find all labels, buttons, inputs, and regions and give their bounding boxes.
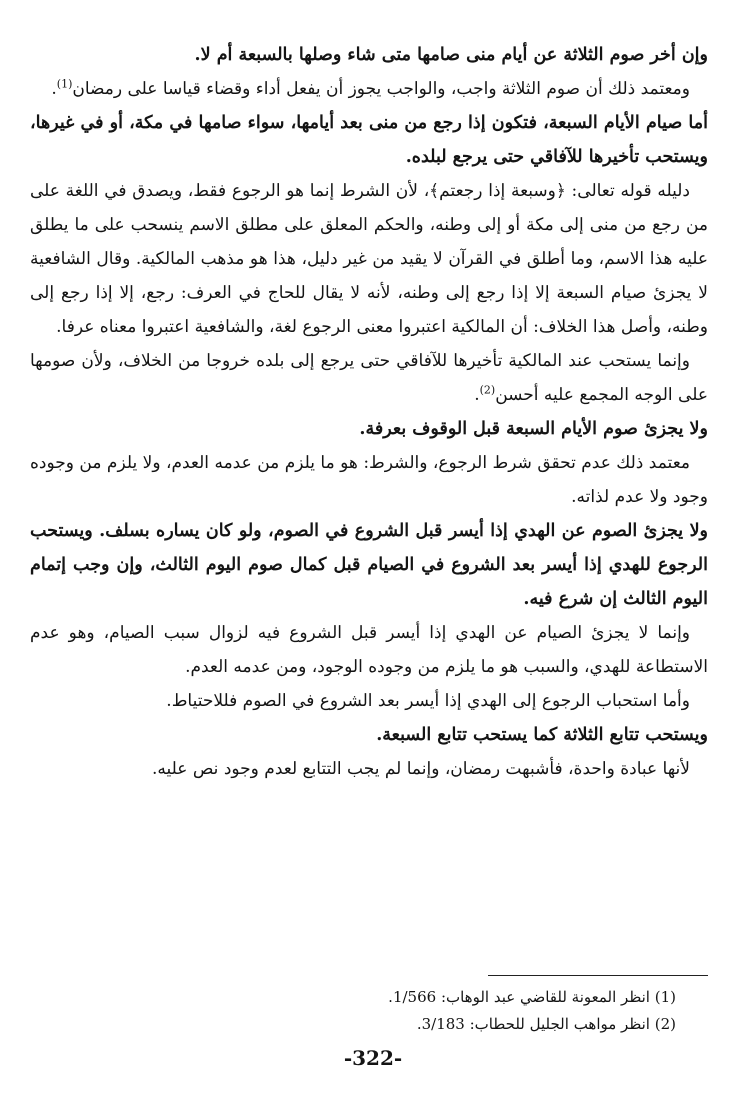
- paragraph-3: أما صيام الأيام السبعة، فتكون إذا رجع من منى بعد أيامها، سواء صامها في مكة، أو في غيرها، ويستحب تأخيرها للآفاقي حتى يرجع لبلده.: [30, 113, 708, 167]
- paragraph-12: لأنها عبادة واحدة، فأشبهت رمضان، وإنما لم يجب التتابع لعدم وجود نص عليه.: [152, 759, 690, 779]
- page-body: [30, 38, 708, 786]
- paragraph-6: ولا يجزئ صوم الأيام السبعة قبل الوقوف بعرفة.: [359, 419, 708, 439]
- paragraph-2: ومعتمد ذلك أن صوم الثلاثة واجب، والواجب يجوز أن يفعل أداء وقضاء قياسا على رمضان$^{(1)}$.: [51, 77, 690, 99]
- paragraph-10: وأما استحباب الرجوع إلى الهدي إذا أيسر بعد الشروع في الصوم فللاحتياط.: [166, 691, 690, 711]
- page-number: -322-: [343, 1046, 403, 1070]
- paragraph-7: معتمد ذلك عدم تحقق شرط الرجوع، والشرط: هو ما يلزم من عدمه العدم، ولا يلزم من وجوده وجود ولا عدم لذاته.: [30, 453, 708, 507]
- footnote-separator: [488, 975, 708, 976]
- footnote-1: (1) انظر المعونة للقاضي عبد الوهاب: 1/566.: [388, 988, 676, 1006]
- paragraph-5: وإنما يستحب عند المالكية تأخيرها للآفاقي حتى يرجع إلى بلده خروجا من الخلاف، ولأن صومها على الوجه المجمع عليه أحسن$^{(2)}$.: [30, 351, 708, 405]
- paragraph-1: وإن أخر صوم الثلاثة عن أيام منى صامها متى شاء وصلها بالسبعة أم لا.: [194, 45, 708, 65]
- footnote-2: (2) انظر مواهب الجليل للحطاب: 3/183.: [416, 1015, 676, 1033]
- paragraph-8: ولا يجزئ الصوم عن الهدي إذا أيسر قبل الشروع في الصوم، ولو كان يساره بسلف. ويستحب الرجوع للهدي إذا أيسر بعد الشروع في الصيام قبل كمال صوم اليوم الثالث، وإن وجب إتمام اليوم الثالث إن شرع فيه.: [30, 521, 708, 609]
- paragraph-9: وإنما لا يجزئ الصيام عن الهدي إذا أيسر قبل الشروع فيه لزوال سبب الصيام، وهو عدم الاستطاعة للهدي، والسبب هو ما يلزم من وجوده الوجود، ومن عدمه العدم.: [30, 623, 708, 677]
- footnote-ref-2[interactable]: (2): [479, 383, 496, 397]
- footnotes: [256, 984, 676, 1038]
- paragraph-11: ويستحب تتابع الثلاثة كما يستحب تتابع السبعة.: [376, 725, 708, 745]
- paragraph-4: دليله قوله تعالى: ﴿وسبعة إذا رجعتم﴾، لأن الشرط إنما هو الرجوع فقط، ويصدق في اللغة على من رجع من منى إلى مكة أو إلى وطنه، والحكم المعلق على مطلق الاسم ينسحب على ما يطلق عليه هذا الاسم، وما أطلق في القرآن لا يقيد من غير دليل، هذا هو مذهب المالكية. وقال الشافعية لا يجزئ صيام السبعة إلا إذا رجع إلى وطنه، لأنه لا يقال للحاج في العرف: رجع، إلا إذا رجع إلى وطنه، وأصل هذا الخلاف: أن المالكية اعتبروا معنى الرجوع لغة، والشافعية اعتبروا معناه عرفا.: [30, 181, 708, 337]
- footnote-ref-1[interactable]: (1): [56, 77, 73, 91]
